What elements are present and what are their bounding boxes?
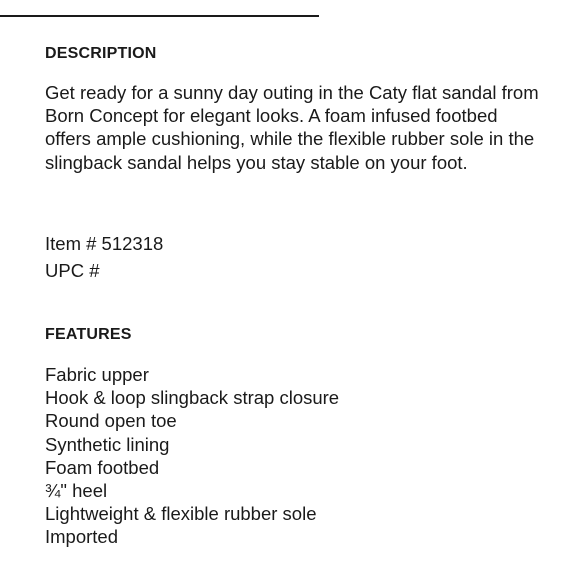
upc-number: UPC # — [45, 260, 100, 281]
item-number: Item # 512318 — [45, 233, 164, 254]
description-heading: DESCRIPTION — [45, 45, 157, 62]
feature-item: Foam footbed — [45, 456, 160, 478]
description-body: Get ready for a sunny day outing in the Caty flat sandal from Born Concept for elegant looks. A foam infused footbed offers ample cushioning, while the flexible rubber sole in the slingback sandal helps you stay stable on your foot. — [45, 82, 539, 173]
feature-item: Hook & loop slingback strap closure — [45, 387, 340, 409]
features-list — [45, 363, 339, 549]
product-meta — [45, 230, 163, 284]
feature-item: Round open toe — [45, 410, 177, 432]
feature-item: Lightweight & flexible rubber sole — [45, 503, 317, 525]
feature-item: Imported — [45, 526, 119, 548]
feature-item: Fabric upper — [45, 364, 149, 385]
features-heading: FEATURES — [45, 326, 132, 343]
feature-item: Synthetic lining — [45, 433, 170, 455]
top-divider — [0, 15, 319, 17]
feature-item: ¾" heel — [45, 480, 108, 502]
